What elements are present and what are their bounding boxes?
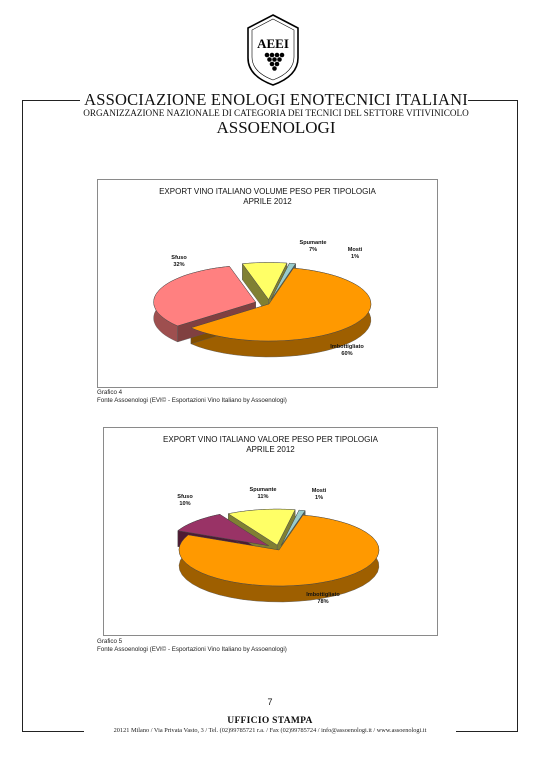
organization-title: ASSOCIAZIONE ENOLOGI ENOTECNICI ITALIANI: [84, 90, 468, 109]
chart-value-figure-label: Grafico 5: [97, 638, 123, 645]
chart-value-pie: [104, 428, 437, 635]
chart-volume: [97, 179, 438, 388]
slice-value-mosti: 1%: [314, 495, 324, 501]
slice-value-sfuso: 10%: [179, 501, 191, 507]
chart-volume-subtitle: APRILE 2012: [243, 197, 292, 206]
slice-value-sfuso: 32%: [173, 262, 185, 268]
page-number: 7: [267, 697, 273, 707]
slice-label-spumante: Spumante: [299, 240, 327, 246]
chart-volume-title: EXPORT VINO ITALIANO VOLUME PESO PER TIPOLOGIA: [159, 187, 376, 196]
slice-value-imbottigliato: 60%: [341, 351, 353, 357]
slice-label-mosti: Mosti: [311, 488, 327, 494]
logo-letters: AEEI: [257, 36, 289, 51]
organization-subtitle: ORGANIZZAZIONE NAZIONALE DI CATEGORIA DEI TECNICI DEL SETTORE VITIVINICOLO: [83, 108, 469, 118]
slice-label-sfuso: Sfuso: [171, 255, 187, 261]
frame-right: [517, 100, 518, 732]
frame-top-left: [22, 100, 80, 101]
slice-label-imbottigliato: Imbottigliato: [306, 592, 340, 598]
slice-label-sfuso: Sfuso: [177, 494, 193, 500]
chart-volume-source: Fonte Assoenologi (EVI© - Esportazioni Vino Italiano by Assoenologi): [97, 397, 287, 404]
assoenologi-logo: [246, 14, 300, 86]
slice-label-mosti: Mosti: [347, 247, 363, 253]
chart-value-source: Fonte Assoenologi (EVI© - Esportazioni Vino Italiano by Assoenologi): [97, 646, 287, 653]
organization-short-name: ASSOENOLOGI: [216, 118, 336, 137]
frame-left: [22, 100, 23, 732]
slice-label-imbottigliato: Imbottigliato: [330, 344, 364, 350]
slice-value-spumante: 11%: [257, 494, 269, 500]
slice-value-spumante: 7%: [308, 247, 318, 253]
slice-label-spumante: Spumante: [249, 487, 277, 493]
frame-top-right: [468, 100, 518, 101]
chart-value: [103, 427, 438, 636]
chart-value-title: EXPORT VINO ITALIANO VALORE PESO PER TIPOLOGIA: [163, 435, 378, 444]
chart-value-subtitle: APRILE 2012: [246, 445, 295, 454]
chart-volume-figure-label: Grafico 4: [97, 389, 123, 396]
chart-volume-pie: [98, 180, 437, 387]
slice-value-imbottigliato: 78%: [317, 599, 329, 605]
slice-value-mosti: 1%: [350, 254, 360, 260]
footer-address: 20121 Milano / Via Privata Vasto, 3 / Tel. (02)99785721 r.a. / Fax (02)99785724 / info@assoenologi.it / www.assoenologi.it: [113, 727, 427, 734]
footer-title: UFFICIO STAMPA: [227, 716, 313, 726]
